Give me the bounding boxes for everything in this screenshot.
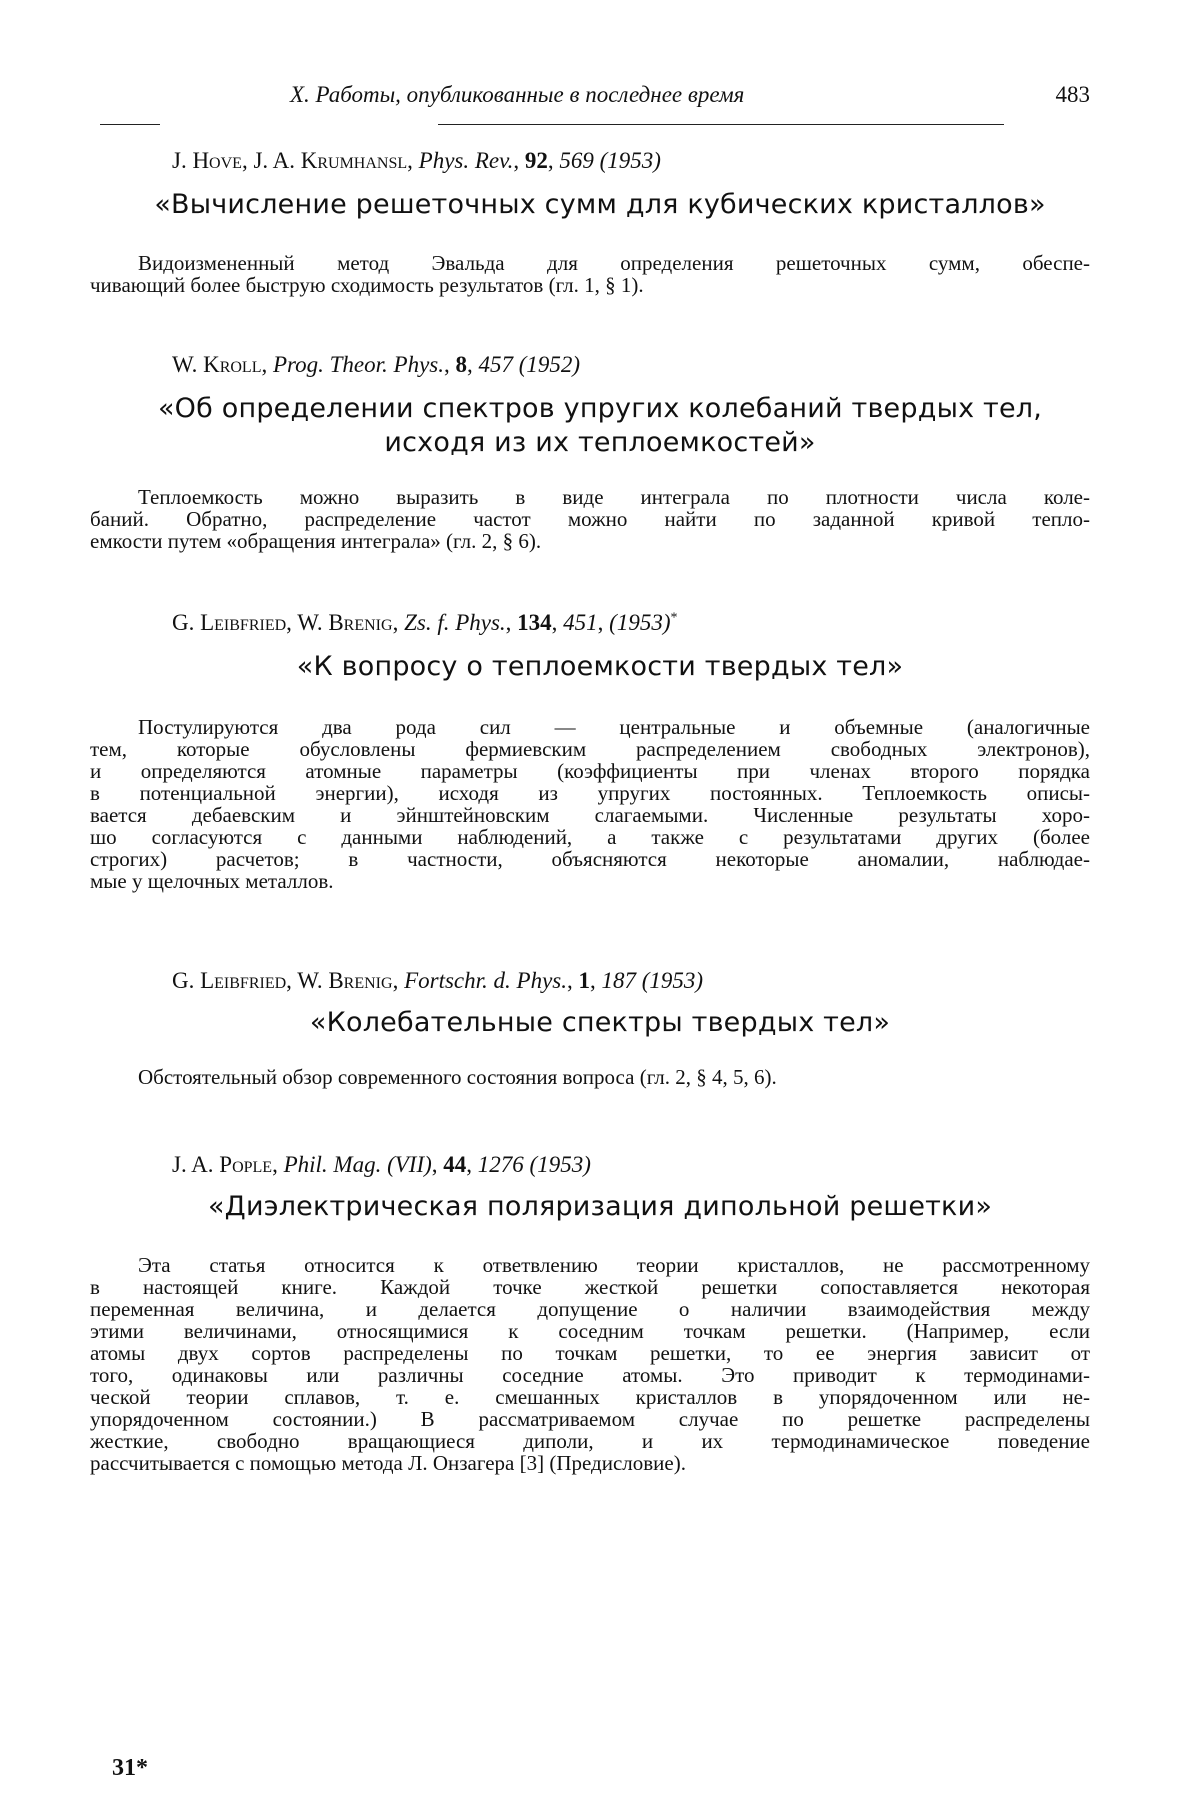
article-title: «Колебательные спектры твердых тел» bbox=[100, 1006, 1100, 1040]
reference-citation: G. Leibfried, W. Brenig, Fortschr. d. Phys., 1, 187 (1953) bbox=[172, 968, 703, 994]
book-page bbox=[0, 0, 1200, 1815]
article-abstract: Эта статья относится к ответвлению теории кристаллов, не рассмотренному в настоящей книге. Каждой точке жесткой решетки сопоставляется некоторая переменная величина, и делается допущение о наличии взаимодействия между этими величинами, относящимися к соседним точкам решетки. (Например, если атомы двух сортов распределены по точкам решетки, то ее энергия зависит от того, одинаковы или различны соседние атомы. Это приводит к термодинами- ческой теории сплавов, т. е. смешанных кристаллов в упорядоченном или не- упорядоченном состоянии.) В рассматриваемом случае по решетке распределены жесткие, свободно вращающиеся диполи, и их термодинамическое поведение рассчитывается с помощью метода Л. Онзагера [3] (Предисловие). bbox=[90, 1254, 1090, 1474]
article-title: «Об определении спектров упругих колебаний твердых тел, исходя из их теплоемкостей» bbox=[100, 392, 1100, 460]
reference-citation: J. A. Pople, Phil. Mag. (VII), 44, 1276 (1953) bbox=[172, 1152, 591, 1178]
reference-citation: W. Kroll, Prog. Theor. Phys., 8, 457 (1952) bbox=[172, 352, 580, 378]
header-rule-right bbox=[438, 124, 1004, 125]
reference-citation: J. Hove, J. A. Krumhansl, Phys. Rev., 92, 569 (1953) bbox=[172, 148, 661, 174]
footnote-mark: * bbox=[671, 610, 678, 625]
reference-citation: G. Leibfried, W. Brenig, Zs. f. Phys., 134, 451, (1953)* bbox=[172, 610, 678, 636]
header-rule-left bbox=[100, 124, 160, 125]
signature-mark: 31* bbox=[112, 1755, 148, 1782]
article-abstract: Постулируются два рода сил — центральные и объемные (аналогичные тем, которые обусловлены фермиевским распределением свободных электронов), и определяются атомные параметры (коэффициенты при членах второго порядка в потенциальной энергии), исходя из упругих постоянных. Теплоемкость описы- вается дебаевским и эйнштейновским слагаемыми. Численные результаты хоро- шо согласуются с данными наблюдений, а также с результатами других (более строгих) расчетов; в частности, объясняются некоторые аномалии, наблюдае- мые у щелочных металлов. bbox=[90, 716, 1090, 892]
page-number: 483 bbox=[1056, 82, 1091, 108]
article-abstract: Обстоятельный обзор современного состояния вопроса (гл. 2, § 4, 5, 6). bbox=[90, 1066, 1090, 1088]
running-header bbox=[100, 82, 1090, 132]
article-title: «Диэлектрическая поляризация дипольной решетки» bbox=[100, 1190, 1100, 1224]
article-title: «Вычисление решеточных сумм для кубических кристаллов» bbox=[100, 188, 1100, 222]
article-abstract: Видоизмененный метод Эвальда для определения решеточных сумм, обеспе- чивающий более быструю сходимость результатов (гл. 1, § 1). bbox=[90, 252, 1090, 296]
running-title: X. Работы, опубликованные в последнее время bbox=[290, 82, 744, 108]
article-title: «К вопросу о теплоемкости твердых тел» bbox=[100, 650, 1100, 684]
article-abstract: Теплоемкость можно выразить в виде интеграла по плотности числа коле- баний. Обратно, распределение частот можно найти по заданной кривой тепло- емкости путем «обращения интеграла» (гл. 2, § 6). bbox=[90, 486, 1090, 552]
